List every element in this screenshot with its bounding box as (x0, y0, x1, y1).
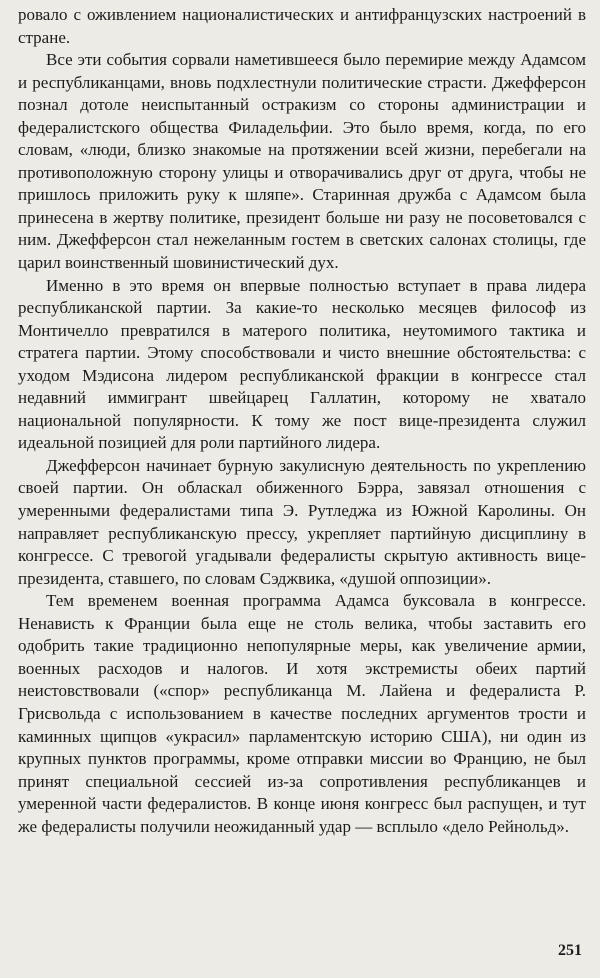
paragraph: Все эти события сорвали наметившееся было перемирие между Адамсом и республиканцами, вновь подхлестнули политические страсти. Джефферсон познал дотоле неиспытанный остракизм со стороны администрации и федералистского общества Филадельфии. Это было время, когда, по его словам, «люди, близко знакомые на протяжении всей жизни, перебегали на противоположную сторону улицы и отворачивались друг от друга, чтобы не пришлось приложить руку к шляпе». Старинная дружба с Адамсом была принесена в жертву политике, президент больше ни разу не посоветовался с ним. Джефферсон стал нежеланным гостем в светских салонах столицы, где царил воинственный шовинистический дух. (18, 50, 586, 273)
page-number: 251 (558, 942, 582, 959)
paragraph: Тем временем военная программа Адамса буксовала в конгрессе. Ненависть к Франции была еще не столь велика, чтобы заставить его одобрить такие традиционно непопулярные меры, как увеличение армии, военных расходов и налогов. И хотя экстремисты обеих партий неистовствовали («спор» республиканца М. Лайена и федералиста Р. Грисвольда с использованием в качестве последних аргументов трости и каминных щипцов «украсил» парламентскую историю США), ни один из крупных пунктов программы, кроме отправки миссии во Францию, не был принят специальной сессией из-за сопротивления республиканцев и умеренной части федералистов. В конце июня конгресс был распущен, и тут же федералисты получили неожиданный удар — всплыло «дело Рейнольд». (18, 591, 586, 836)
body-text (18, 4, 586, 838)
paragraph: Джефферсон начинает бурную закулисную деятельность по укреплению своей партии. Он обласкал обиженного Бэрра, завязал отношения с умеренными федералистами типа Э. Рутледжа из Южной Каролины. Он направляет республиканскую прессу, укрепляет партийную дисциплину в конгрессе. С тревогой угадывали федералисты скрытую активность вице-президента, ставшего, по словам Сэджвика, «душой оппозиции». (18, 455, 586, 588)
paragraph: Именно в это время он впервые полностью вступает в права лидера республиканской партии. За какие-то несколько месяцев философ из Монтичелло превратился в матерого политика, неутомимого тактика и стратега партии. Этому способствовали и чисто внешние обстоятельства: с уходом Мэдисона лидером республиканской фракции в конгрессе стал недавний иммигрант швейцарец Галлатин, которому не хватало национальной популярности. К тому же пост вице-президента служил идеальной позицией для роли партийного лидера. (18, 275, 586, 453)
paragraph-continued: ровало с оживлением националистических и антифранцузских настроений в стране. (18, 5, 586, 47)
